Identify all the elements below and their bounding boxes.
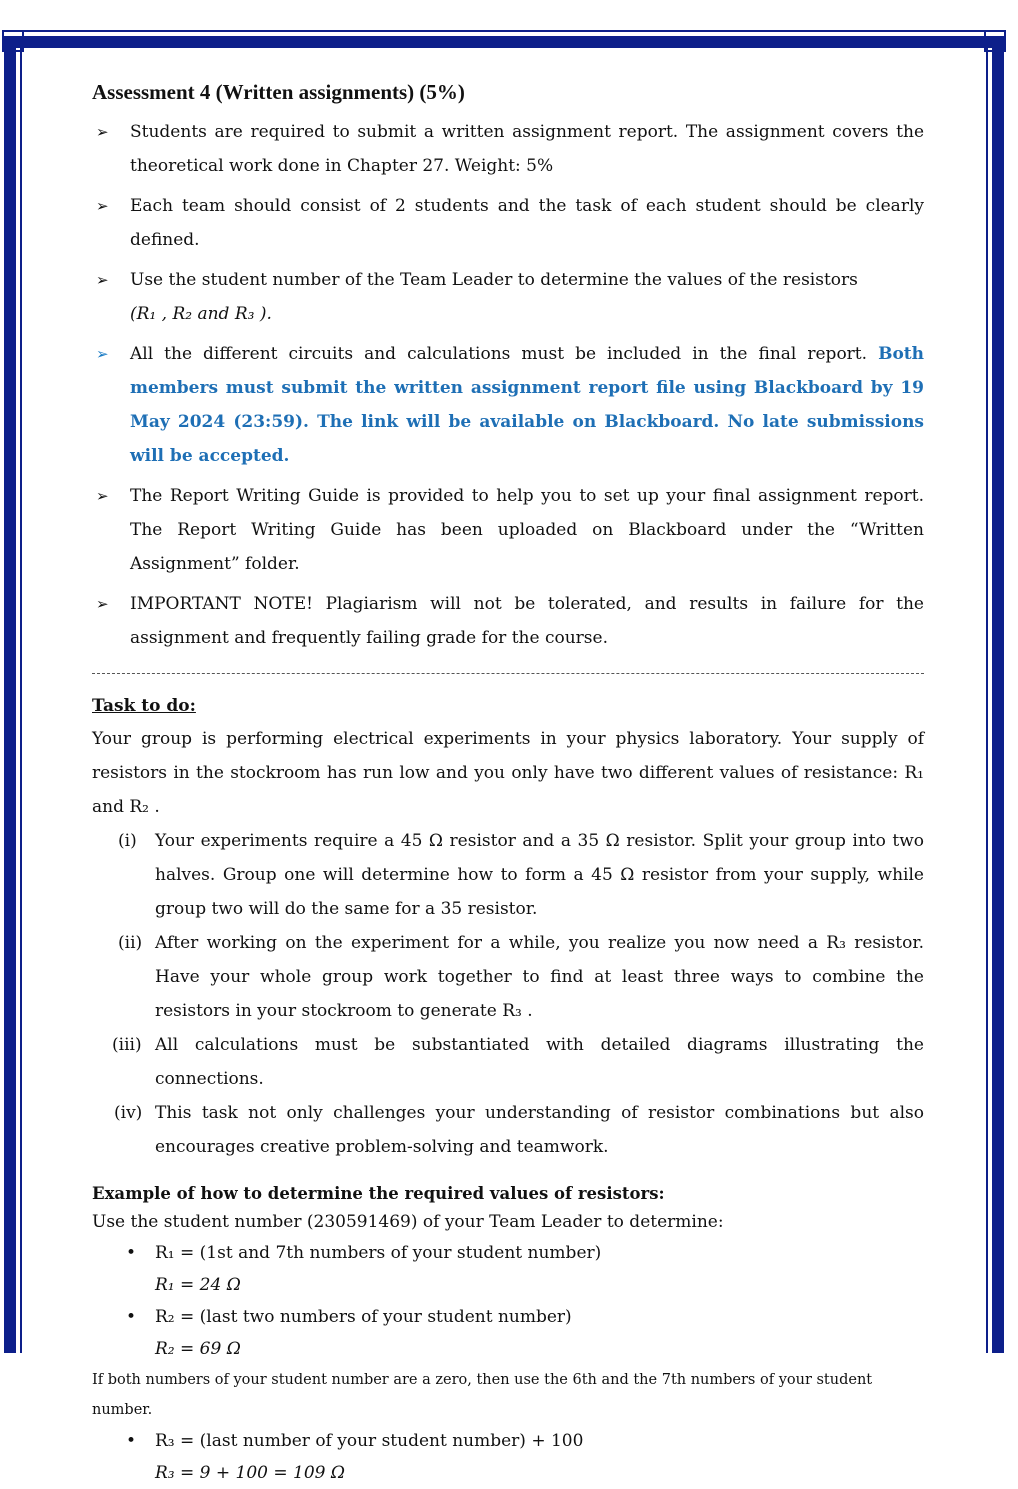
task-items bbox=[92, 824, 924, 1164]
list-item: (iii) All calculations must be substantiated with detailed diagrams illustrating the connections. bbox=[112, 1035, 924, 1089]
bullet-dot-icon: • bbox=[126, 1307, 137, 1327]
list-item: ➢ Each team should consist of 2 students and the task of each student should be clearly defined. bbox=[92, 189, 924, 257]
r2-value: R₂ = 69 Ω bbox=[155, 1339, 241, 1359]
arrow-bullet-icon: ➢ bbox=[96, 487, 109, 505]
example-heading: Example of how to determine the required values of resistors: bbox=[92, 1184, 665, 1203]
requirements-list bbox=[92, 115, 924, 655]
example-intro: Use the student number (230591469) of your Team Leader to determine: bbox=[92, 1212, 724, 1232]
list-item: (iv) This task not only challenges your understanding of resistor combinations but also encourages creative problem-solving and teamwork. bbox=[114, 1103, 924, 1157]
list-item: (i) Your experiments require a 45 Ω resistor and a 35 Ω resistor. Split your group into two halves. Group one will determine how to form a 45 Ω resistor from your supply, while group two will do the same for a 35 resistor. bbox=[118, 831, 924, 919]
arrow-bullet-icon: ➢ bbox=[96, 345, 109, 363]
list-item: • R₃ = (last number of your student number) + 100 R₃ = 9 + 100 = 109 Ω bbox=[92, 1425, 924, 1489]
dashed-divider bbox=[92, 673, 924, 674]
list-item: ➢ All the different circuits and calculations must be included in the final report. Both members must submit the written assignment report file using Blackboard by 19 May 2024 (23:59). The link will be available on Blackboard. No late submissions will be accepted. bbox=[92, 337, 924, 473]
list-item: ➢ IMPORTANT NOTE! Plagiarism will not be tolerated, and results in failure for the assignment and frequently failing grade for the course. bbox=[92, 587, 924, 655]
page-border-right bbox=[992, 36, 1004, 1353]
list-item: (ii) After working on the experiment for a while, you realize you now need a R₃ resistor. Have your whole group work together to find at least three ways to combine the resistors in your stockroom to generate R₃ . bbox=[118, 933, 924, 1021]
resistor-math: (R₁ , R₂ and R₃ ). bbox=[130, 304, 272, 324]
arrow-bullet-icon: ➢ bbox=[96, 123, 109, 141]
page-border-left bbox=[4, 36, 16, 1353]
bullet-dot-icon: • bbox=[126, 1431, 137, 1451]
r3-value: R₃ = 9 + 100 = 109 Ω bbox=[155, 1463, 345, 1483]
arrow-bullet-icon: ➢ bbox=[96, 197, 109, 215]
bullet-dot-icon: • bbox=[126, 1243, 137, 1263]
list-item: • R₂ = (last two numbers of your student number) R₂ = 69 Ω bbox=[92, 1301, 924, 1365]
list-item: ➢ The Report Writing Guide is provided to help you to set up your final assignment report. The Report Writing Guide has been uploaded on Blackboard under the “Written Assignment” folder. bbox=[92, 479, 924, 581]
task-intro: Your group is performing electrical experiments in your physics laboratory. Your supply of resistors in the stockroom has run low and you only have two different values of resistance: R₁ and R₂ . bbox=[92, 729, 924, 817]
arrow-bullet-icon: ➢ bbox=[96, 271, 109, 289]
page-border-top bbox=[4, 36, 1004, 48]
r1-value: R₁ = 24 Ω bbox=[155, 1275, 241, 1295]
list-item: ➢ Use the student number of the Team Leader to determine the values of the resistors (R₁ , R₂ and R₃ ). bbox=[92, 263, 924, 331]
list-item: ➢ Students are required to submit a written assignment report. The assignment covers the theoretical work done in Chapter 27. Weight: 5% bbox=[92, 115, 924, 183]
resistor-list-a bbox=[92, 1237, 924, 1365]
arrow-bullet-icon: ➢ bbox=[96, 595, 109, 613]
resistor-list-b bbox=[92, 1425, 924, 1489]
list-item: • R₁ = (1st and 7th numbers of your student number) R₁ = 24 Ω bbox=[92, 1237, 924, 1301]
page-title: Assessment 4 (Written assignments) (5%) bbox=[92, 80, 465, 104]
zero-note: If both numbers of your student number are a zero, then use the 6th and the 7th numbers of your student number. bbox=[92, 1372, 873, 1418]
document-body bbox=[92, 80, 924, 1489]
task-heading: Task to do: bbox=[92, 696, 196, 716]
deadline-highlight: Both members must submit the written assignment report file using Blackboard by 19 May 2024 (23:59). The link will be available on Blackboard. No late submissions will be accepted. bbox=[130, 344, 924, 466]
